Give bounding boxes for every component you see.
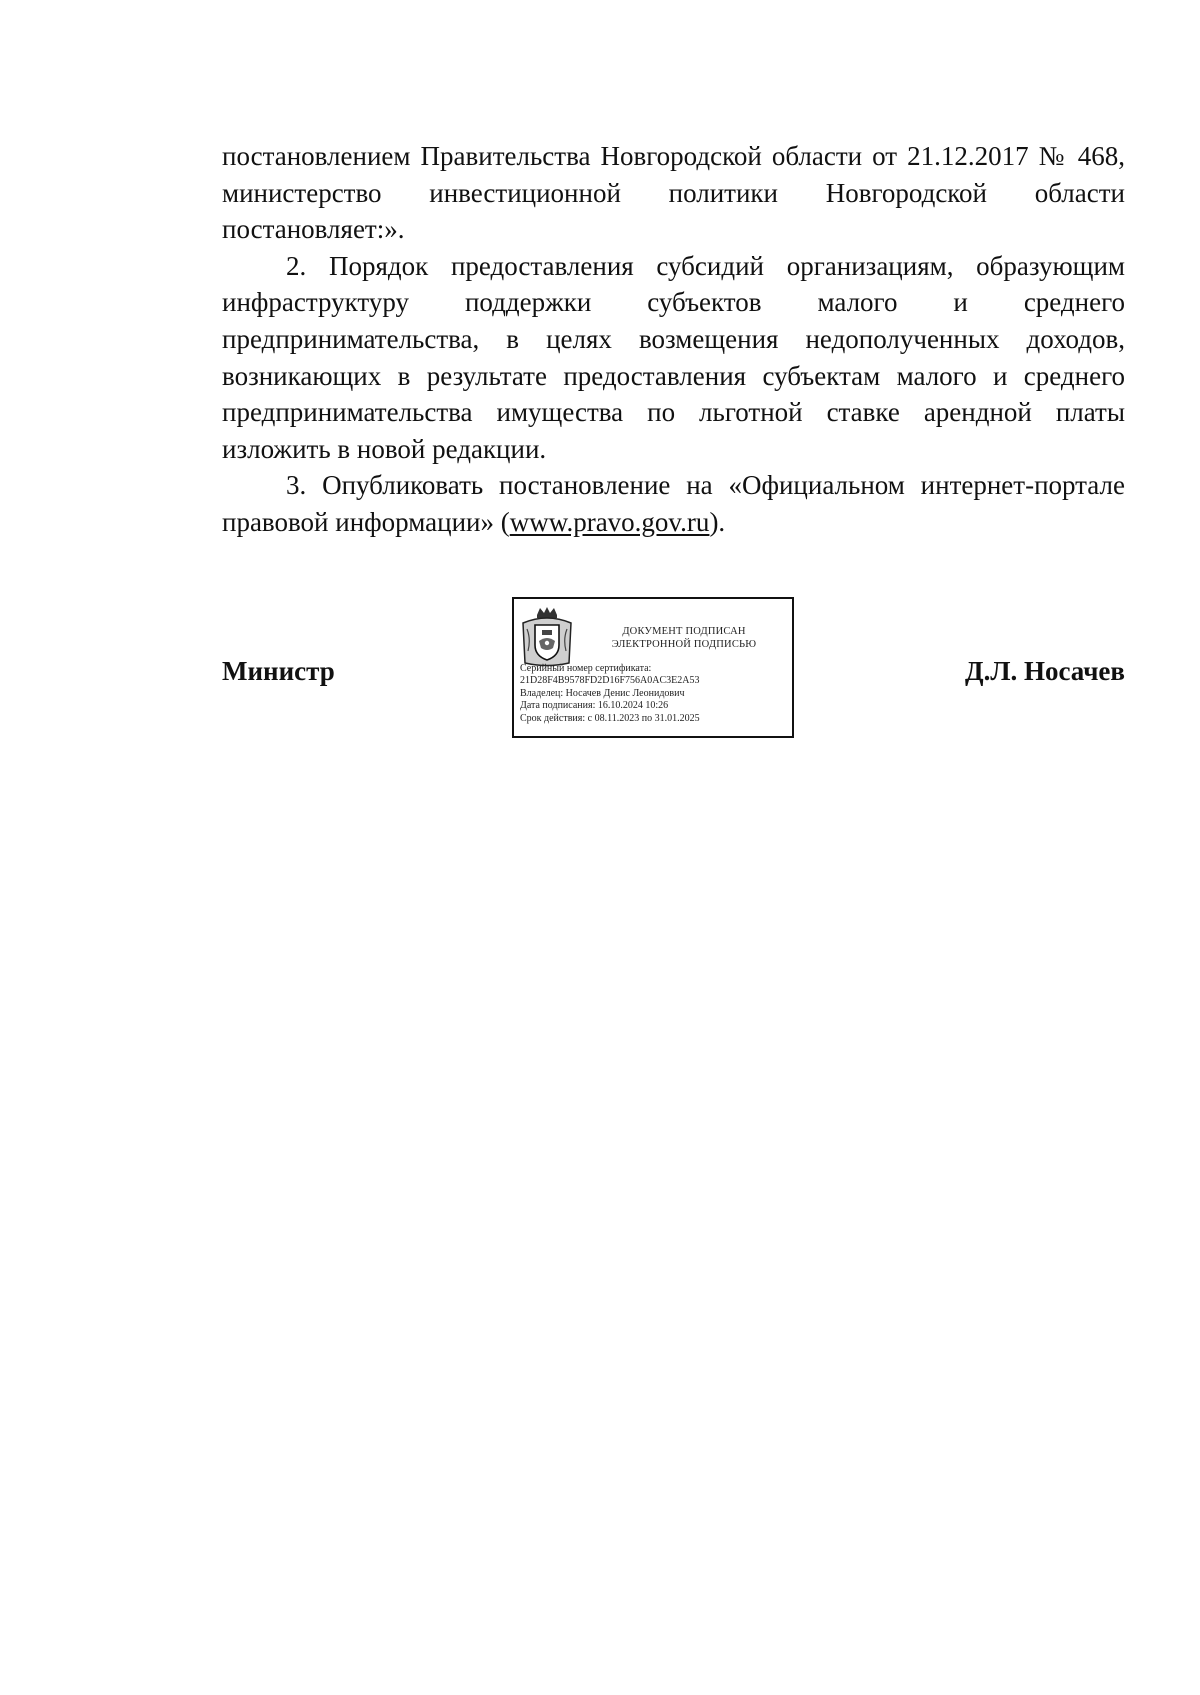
stamp-header — [584, 625, 784, 651]
signature-row — [222, 594, 1125, 744]
stamp-owner: Владелец: Носачев Денис Леонидович — [520, 687, 685, 699]
stamp-signed-date: Дата подписания: 16.10.2024 10:26 — [520, 700, 669, 712]
pravo-link[interactable]: www.pravo.gov.ru — [509, 506, 710, 537]
paragraph-3-suffix: ). — [709, 506, 726, 537]
stamp-cert-label: Серийный номер сертификата: — [520, 663, 652, 674]
stamp-header-line1: ДОКУМЕНТ ПОДПИСАН — [622, 626, 746, 637]
paragraph-2: 2. Порядок предоставления субсидий организациям, образующим инфраструктуру поддержки субъектов малого и среднего предпринимательства, в целях возмещения недополученных доходов, возникающих в результате предоставления субъектам малого и среднего предпринимательства имущества по льготной ставке арендной платы изложить в новой редакции. — [222, 250, 1125, 464]
paragraph-3 — [222, 467, 1125, 540]
position-title: Министр — [222, 656, 335, 686]
paragraph-intro: постановлением Правительства Новгородской области от 21.12.2017 № 468, министерство инвестиционной политики Новгородской области постановляет:». — [222, 141, 1125, 245]
coat-of-arms-icon — [520, 605, 574, 669]
signer-name: Д.Л. Носачев — [965, 656, 1125, 686]
paragraph-3-prefix: 3. Опубликовать постановление на «Официальном интернет-портале правовой информации» ( — [222, 470, 1125, 537]
stamp-cert-number: 21D28F4B9578FD2D16F756A0AC3E2A53 — [520, 675, 700, 687]
stamp-header-line2: ЭЛЕКТРОННОЙ ПОДПИСЬЮ — [611, 639, 757, 650]
electronic-signature-stamp — [512, 597, 794, 738]
stamp-details — [520, 663, 788, 725]
document-body — [222, 138, 1125, 541]
stamp-validity: Срок действия: с 08.11.2023 по 31.01.2025 — [520, 712, 700, 724]
